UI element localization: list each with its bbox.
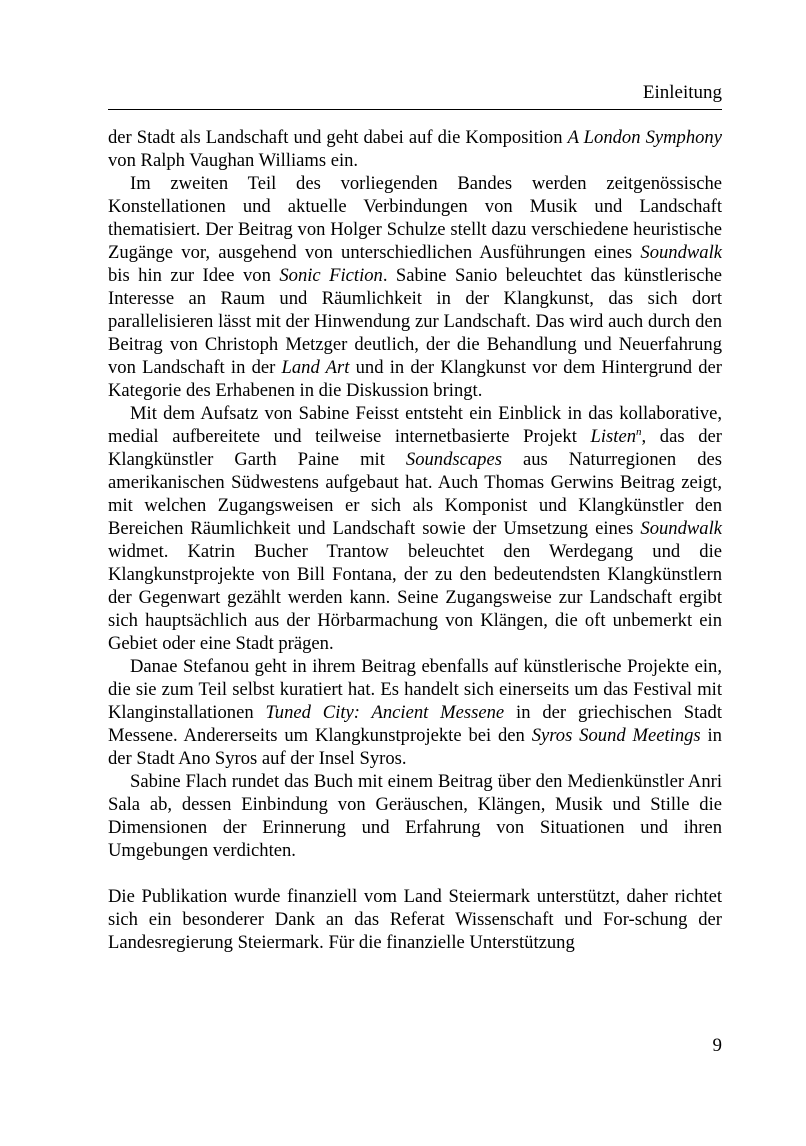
paragraph-5 [108,770,722,862]
body-text [108,126,722,954]
term-italic: Soundscapes [405,449,502,470]
running-header: Einleitung [642,82,722,103]
text-span: Im zweiten Teil des vorliegenden Bandes werden zeitgenössische Konstellationen und aktuelle Verbindungen von Musik und Landschaft thematisiert. Der Beitrag von Holger Schulze stellt dazu verschiedene heuristische Zugänge vor, ausgehend von unterschiedlichen Ausführungen eines [108,173,722,263]
text-span: von Ralph Vaughan Williams ein. [108,150,359,171]
paragraph-1 [108,126,722,172]
paragraph-4 [108,655,722,770]
superscript-text: n [636,426,642,438]
paragraph-3 [108,402,722,655]
term-italic: Sonic Fiction [279,265,383,286]
project-title: Listen [590,426,636,447]
text-span: und in der Klangkunst vor dem Hintergrund der Kategorie des Erhabenen in die Diskussion bringt. [108,357,722,401]
header-rule [108,109,722,110]
paragraph-2 [108,172,722,402]
text-span: . Sabine Sanio beleuchtet das künstlerische Interesse an Raum und Räumlichkeit in der Klangkunst, das sich dort parallelisieren lässt mit der Hinwendung zur Landschaft. Das wird auch durch den Beitrag von Christoph Metzger deutlich, der die Behandlung und Neuerfahrung von Landschaft in der [108,265,722,378]
text-span: Danae Stefanou geht in ihrem Beitrag ebenfalls auf künstlerische Projekte ein, die sie zum Teil selbst kuratiert hat. Es handelt sich einerseits um das Festival mit Klanginstallationen [108,656,722,723]
work-title: A London Symphony [567,127,722,148]
festival-title: Syros Sound Meetings [531,725,701,746]
text-span: Die Publikation wurde finanziell vom Land Steiermark unterstützt, daher richtet sich ein besonderer Dank an das Referat Wissenschaft und For-schung der Landesregierung Steiermark. Für die finanzielle Unterstützung [108,886,722,953]
text-span: in der Stadt Ano Syros auf der Insel Syros. [108,725,722,769]
text-span: Sabine Flach rundet das Buch mit einem Beitrag über den Medienkünstler Anri Sala ab, dessen Einbindung von Geräuschen, Klängen, Musik und Stille die Dimensionen der Erinnerung und Erfahrung von Situationen und ihren Umgebungen verdichten. [108,771,722,861]
paragraph-6 [108,885,722,954]
festival-title: Tuned City: Ancient Messene [265,702,505,723]
term-italic: Soundwalk [640,242,722,263]
term-italic: Soundwalk [640,518,722,539]
term-italic: Land Art [281,357,350,378]
page-number: 9 [712,1035,722,1056]
text-span: der Stadt als Landschaft und geht dabei auf die Komposition [108,127,568,148]
text-span: in der griechischen Stadt Messene. Andererseits um Klangkunstprojekte bei den [108,702,722,746]
text-span: widmet. Katrin Bucher Trantow beleuchtet den Werdegang und die Klangkunstprojekte von Bill Fontana, der zu den bedeutendsten Klangkünstlern der Gegenwart gezählt werden kann. Seine Zugangsweise zur Landschaft ergibt sich hauptsächlich aus der Hörbarmachung von Klängen, die oft unbemerkt ein Gebiet oder eine Stadt prägen. [108,541,722,654]
text-span: Mit dem Aufsatz von Sabine Feisst entsteht ein Einblick in das kollaborative, medial aufbereitete und teilweise internetbasierte Projekt [108,403,722,447]
text-span: aus Naturregionen des amerikanischen Südwestens aufgebaut hat. Auch Thomas Gerwins Beitrag zeigt, mit welchen Zugangsweisen er sich als Komponist und Klangkünstler den Bereichen Räumlichkeit und Landschaft sowie der Umsetzung eines [108,449,722,539]
text-span: , das der Klangkünstler Garth Paine mit [108,426,722,470]
text-span: bis hin zur Idee von [108,265,280,286]
